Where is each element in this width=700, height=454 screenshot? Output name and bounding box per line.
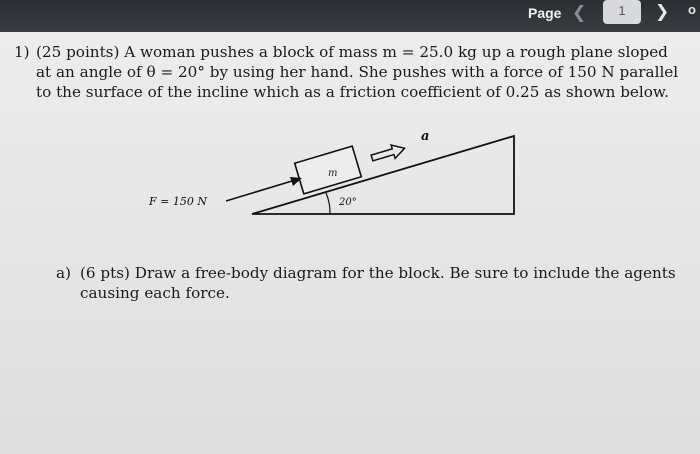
force-arrow-line (226, 181, 292, 201)
angle-label: 20° (339, 197, 357, 208)
question-text: (25 points) A woman pushes a block of mass m = 25.0 kg up a rough plane sloped at an angle of θ = 20° by using her hand. She pushes with a force of 150 N parallel to the surface of the incline which as a friction coefficient of 0.25 as shown below. (36, 43, 679, 101)
angle-arc (326, 193, 330, 214)
question-number: 1) (14, 43, 30, 61)
chevron-right-icon[interactable]: ❯ (655, 2, 670, 22)
page-number-field[interactable]: 1 (603, 0, 641, 24)
part-a (56, 263, 686, 303)
incline-plane (252, 136, 514, 214)
acceleration-arrow (370, 142, 407, 165)
force-label: F = 150 N (149, 195, 207, 208)
block-label: m (328, 168, 338, 179)
accel-label: a (421, 129, 430, 144)
part-a-label: a) (56, 264, 71, 282)
chevron-left-icon[interactable]: ❮ (572, 3, 587, 23)
zoom-icon[interactable]: o (688, 2, 696, 17)
page-label: Page (528, 5, 562, 21)
part-a-text: (6 pts) Draw a free-body diagram for the block. Be sure to include the agents causing each force. (80, 264, 676, 302)
